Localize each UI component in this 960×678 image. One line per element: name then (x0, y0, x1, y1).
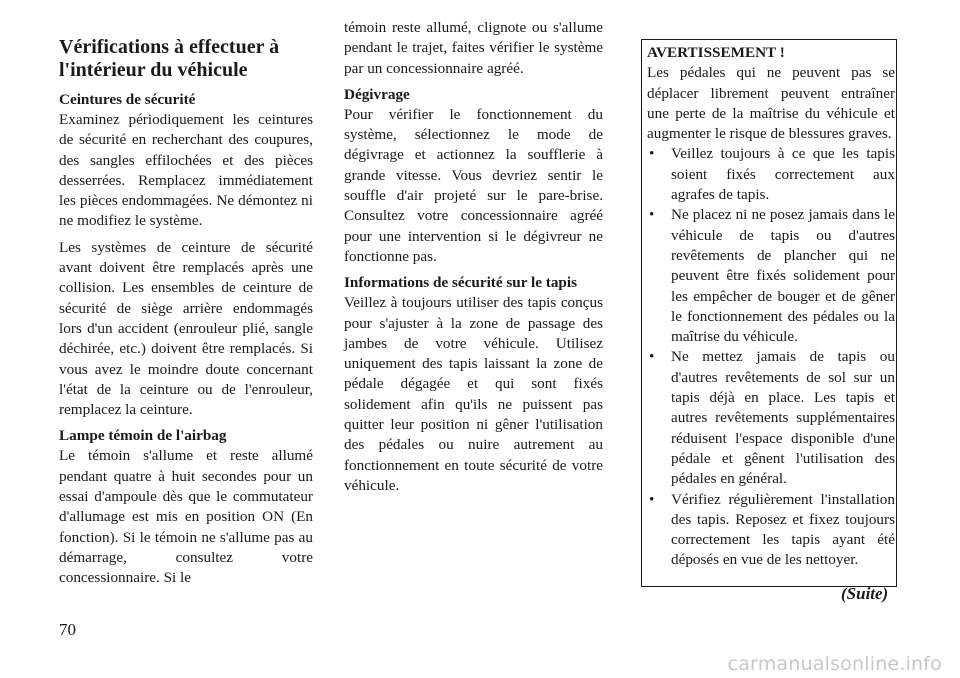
watermark: carmanualsonline.info (727, 653, 942, 675)
left-column (59, 36, 313, 595)
warning-item: • Ne placez ni ne posez jamais dans le véhicule de tapis ou d'autres revêtements de plancher qui ne peuvent être fixés solidement pour les empêcher de bouger et de gêner le fonctionnement des pédales ou la maîtrise du véhicule. (649, 206, 895, 346)
defrost-paragraph: Pour vérifier le fonctionnement du système, sélectionnez le mode de dégivrage et actionnez la soufflerie à grande vitesse. Vous devriez sentir le souffle d'air projeté sur le pare-brise. Consultez votre concessionnaire agréé pour une intervention si le dégivreur ne fonctionne pas. (344, 105, 603, 265)
bullet-icon: • (649, 490, 655, 508)
airbag-heading: Lampe témoin de l'airbag (59, 427, 227, 445)
warning-item: • Vérifiez régulièrement l'installation des tapis. Reposez et fixez toujours correctement les tapis ayant été déposés en vue de les nettoyer. (649, 490, 895, 569)
defrost-heading: Dégivrage (344, 85, 410, 103)
airbag-paragraph-continued: témoin reste allumé, clignote ou s'allume pendant le trajet, faites vérifier le système par un concessionnaire agréé. (344, 19, 603, 77)
seatbelts-heading: Ceintures de sécurité (59, 91, 196, 108)
bullet-icon: • (649, 348, 655, 366)
middle-column (344, 18, 603, 502)
airbag-paragraph-1: Le témoin s'allume et reste allumé pendant quatre à huit secondes pour un essai d'ampoule dès que le commutateur d'allumage est mis en position ON (En fonction). Si le témoin ne s'allume pas au démarrage, consultez votre concessionnaire. Si le (59, 447, 313, 587)
bullet-icon: • (649, 206, 655, 224)
continued-label: (Suite) (841, 584, 889, 603)
mats-heading: Informations de sécurité sur le tapis (344, 274, 578, 292)
warning-list (647, 144, 895, 570)
warning-intro: Les pédales qui ne peuvent pas se déplacer librement peuvent entraîner une perte de la maîtrise du véhicule et augmenter le risque de blessures graves. (647, 64, 895, 143)
seatbelts-paragraph-2: Les systèmes de ceinture de sécurité avant doivent être remplacés après une collision. Les ensembles de ceinture de sécurité de siège arrière endommagés lors d'un accident (enrouleur plié, sangle déchirée, etc.) doivent être remplacés. Si vous avez le moindre doute concernant l'état de la ceinture ou de l'enrouleur, remplacez la ceinture. (59, 238, 313, 419)
page-number: 70 (59, 620, 76, 639)
warning-content (647, 39, 895, 571)
warning-title: AVERTISSEMENT ! (647, 44, 785, 61)
seatbelts-paragraph-1: Examinez périodiquement les ceintures de sécurité en recherchant des coupures, des sangles effilochées et des pièces desserrées. Remplacez immédiatement les pièces endommagées. Ne démontez ni ne modifiez le système. (59, 111, 313, 230)
section-title: Vérifications à effectuer à l'intérieur du véhicule (59, 36, 280, 81)
mats-paragraph: Veillez à toujours utiliser des tapis conçus pour s'ajuster à la zone de passage des jambes de votre véhicule. Utilisez uniquement des tapis laissant la zone de pédale dégagée et qui sont fixés solidement afin qu'ils ne puissent pas quitter leur position ni gêner l'utilisation des pédales ou nuire autrement au fonctionnement en toute sécurité de votre véhicule. (344, 294, 603, 494)
warning-item: • Veillez toujours à ce que les tapis soient fixés correctement aux agrafes de tapis. (649, 145, 895, 204)
bullet-icon: • (649, 145, 655, 163)
warning-item: • Ne mettez jamais de tapis ou d'autres revêtements de sol sur un tapis déjà en place. Les tapis et autres revêtements supplémentaires réduisent l'espace disponible d'une pédale et gênent l'utilisation des pédales en général. (649, 348, 895, 488)
